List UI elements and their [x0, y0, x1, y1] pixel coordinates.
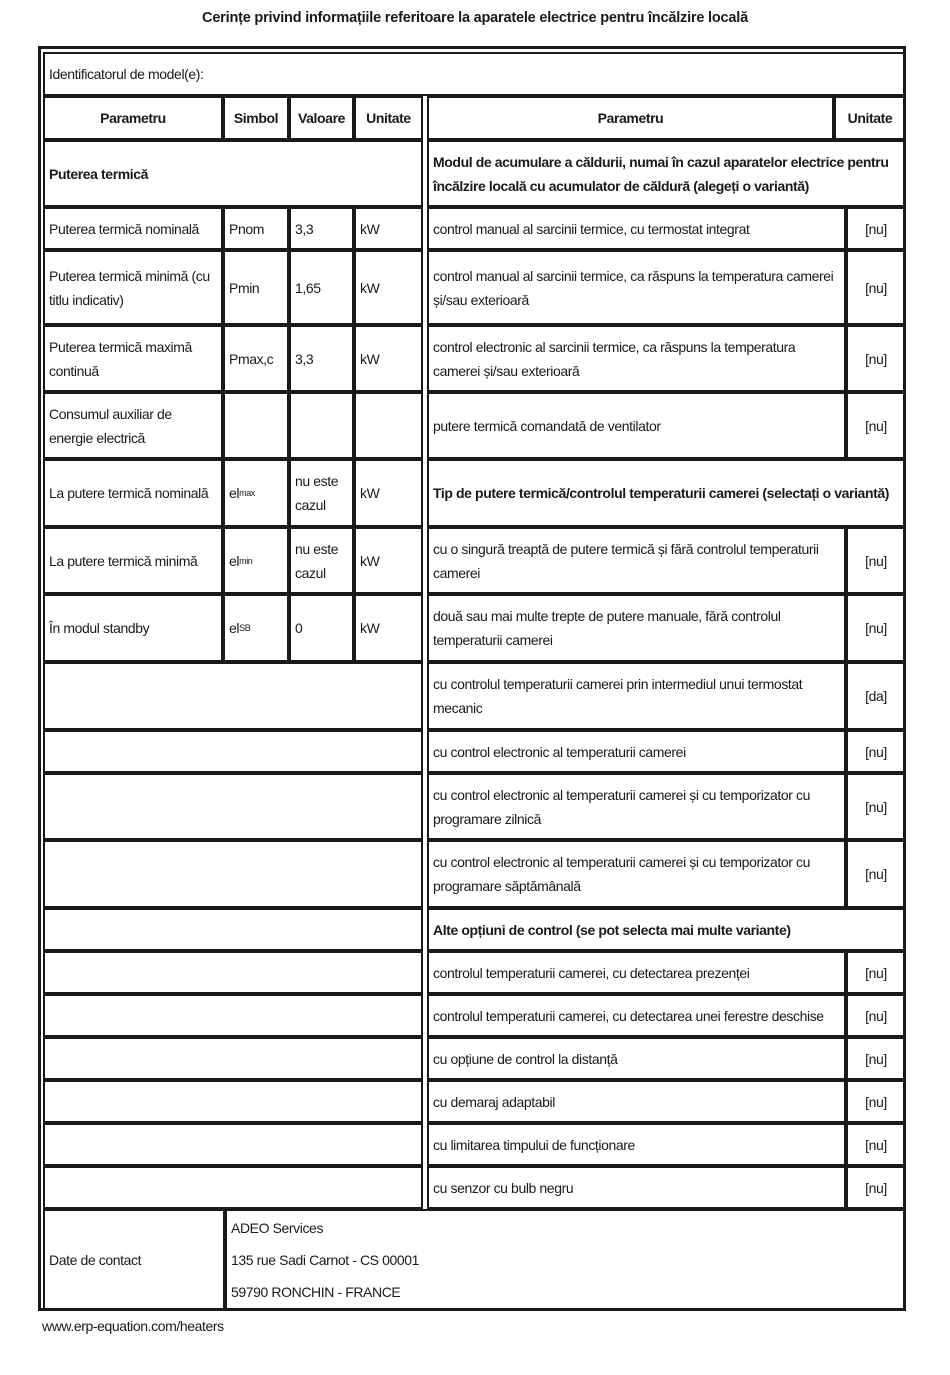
section-modul-acumulare: Modul de acumulare a căldurii, numai în cazul aparatelor electrice pentru încălzire locală cu acumulator de căldură (alegeți o variantă)	[427, 140, 906, 207]
type-row-unit: [da]	[846, 662, 906, 730]
left-row-param: La putere termică nominală	[43, 459, 223, 527]
other-row-param: controlul temperaturii camerei, cu detectarea prezenței	[427, 951, 846, 994]
left-row-unit: kW	[354, 250, 423, 325]
storage-row-param: control manual al sarcinii termice, ca răspuns la temperatura camerei și/sau exterioară	[427, 250, 846, 325]
left-row-value	[289, 392, 354, 459]
contact-street: 135 rue Sadi Carnot - CS 00001	[231, 1251, 420, 1268]
erp-table	[38, 46, 906, 1311]
header-left-parametru: Parametru	[43, 96, 223, 140]
storage-row-unit: [nu]	[846, 250, 906, 325]
storage-row-param: control electronic al sarcinii termice, ca răspuns la temperatura camerei și/sau exterioară	[427, 325, 846, 392]
type-row-param: cu control electronic al temperaturii camerei și cu temporizator cu programare săptămânală	[427, 840, 846, 908]
left-row-symbol: Pmax,c	[223, 325, 289, 392]
left-row-value: 3,3	[289, 207, 354, 250]
left-empty-cell	[43, 994, 423, 1037]
left-row-param: La putere termică minimă	[43, 527, 223, 594]
footer-url[interactable]: www.erp-equation.com/heaters	[42, 1318, 224, 1334]
header-right-parametru: Parametru	[427, 96, 834, 140]
other-row-param: controlul temperaturii camerei, cu detectarea unei ferestre deschise	[427, 994, 846, 1037]
type-row-unit: [nu]	[846, 840, 906, 908]
left-empty-cell	[43, 773, 423, 840]
left-row-symbol: el SB	[223, 594, 289, 662]
left-row-value: 3,3	[289, 325, 354, 392]
left-row-unit: kW	[354, 325, 423, 392]
left-row-param: Puterea termică maximă continuă	[43, 325, 223, 392]
left-row-symbol: el max	[223, 459, 289, 527]
left-empty-cell	[43, 1037, 423, 1080]
storage-row-param: control manual al sarcinii termice, cu termostat integrat	[427, 207, 846, 250]
other-row-param: cu limitarea timpului de funcționare	[427, 1123, 846, 1166]
storage-row-unit: [nu]	[846, 392, 906, 459]
type-row-param: cu o singură treaptă de putere termică și fără controlul temperaturii camerei	[427, 527, 846, 594]
other-row-unit: [nu]	[846, 994, 906, 1037]
document-title: Cerințe privind informațiile referitoare la aparatele electrice pentru încălzire locală	[202, 10, 748, 26]
left-empty-cell	[43, 662, 423, 730]
type-row-unit: [nu]	[846, 730, 906, 773]
left-row-symbol: Pmin	[223, 250, 289, 325]
left-row-symbol: Pnom	[223, 207, 289, 250]
type-row-param: cu controlul temperaturii camerei prin intermediul unui termostat mecanic	[427, 662, 846, 730]
left-row-unit: kW	[354, 594, 423, 662]
contact-city: 59790 RONCHIN - FRANCE	[231, 1283, 401, 1300]
other-row-param: cu senzor cu bulb negru	[427, 1166, 846, 1209]
left-row-param: Puterea termică nominală	[43, 207, 223, 250]
type-row-unit: [nu]	[846, 773, 906, 840]
storage-row-param: putere termică comandată de ventilator	[427, 392, 846, 459]
left-row-param: În modul standby	[43, 594, 223, 662]
storage-row-unit: [nu]	[846, 207, 906, 250]
section-puterea-termica: Puterea termică	[43, 140, 423, 207]
header-simbol: Simbol	[223, 96, 289, 140]
left-empty-cell	[43, 1080, 423, 1123]
left-empty-cell	[43, 908, 423, 951]
left-empty-cell	[43, 730, 423, 773]
section-alte-optiuni: Alte opțiuni de control (se pot selecta mai multe variante)	[427, 908, 906, 951]
contact-details	[225, 1209, 906, 1310]
contact-label: Date de contact	[43, 1209, 225, 1310]
type-row-unit: [nu]	[846, 594, 906, 662]
contact-company: ADEO Services	[231, 1219, 324, 1236]
other-row-param: cu demaraj adaptabil	[427, 1080, 846, 1123]
type-row-unit: [nu]	[846, 527, 906, 594]
left-row-unit: kW	[354, 207, 423, 250]
left-row-symbol: el min	[223, 527, 289, 594]
left-row-value: nu este cazul	[289, 459, 354, 527]
other-row-unit: [nu]	[846, 1037, 906, 1080]
left-row-param: Puterea termică minimă (cu titlu indicativ)	[43, 250, 223, 325]
header-right-unitate: Unitate	[834, 96, 906, 140]
storage-row-unit: [nu]	[846, 325, 906, 392]
header-unitate: Unitate	[354, 96, 423, 140]
left-empty-cell	[43, 951, 423, 994]
left-row-unit: kW	[354, 527, 423, 594]
type-row-param: două sau mai multe trepte de putere manuale, fără controlul temperaturii camerei	[427, 594, 846, 662]
other-row-unit: [nu]	[846, 1080, 906, 1123]
left-row-param: Consumul auxiliar de energie electrică	[43, 392, 223, 459]
left-row-unit	[354, 392, 423, 459]
left-row-unit: kW	[354, 459, 423, 527]
model-identifier-label: Identificatorul de model(e):	[43, 52, 906, 96]
left-empty-cell	[43, 840, 423, 908]
type-row-param: cu control electronic al temperaturii camerei și cu temporizator cu programare zilnică	[427, 773, 846, 840]
other-row-unit: [nu]	[846, 1123, 906, 1166]
other-row-unit: [nu]	[846, 951, 906, 994]
header-valoare: Valoare	[289, 96, 354, 140]
left-row-value: nu este cazul	[289, 527, 354, 594]
section-tip-putere-termica: Tip de putere termică/controlul temperaturii camerei (selectați o variantă)	[427, 459, 906, 527]
left-empty-cell	[43, 1123, 423, 1166]
left-row-symbol	[223, 392, 289, 459]
other-row-param: cu opțiune de control la distanță	[427, 1037, 846, 1080]
left-row-value: 1,65	[289, 250, 354, 325]
left-row-value: 0	[289, 594, 354, 662]
left-empty-cell	[43, 1166, 423, 1209]
other-row-unit: [nu]	[846, 1166, 906, 1209]
type-row-param: cu control electronic al temperaturii camerei	[427, 730, 846, 773]
